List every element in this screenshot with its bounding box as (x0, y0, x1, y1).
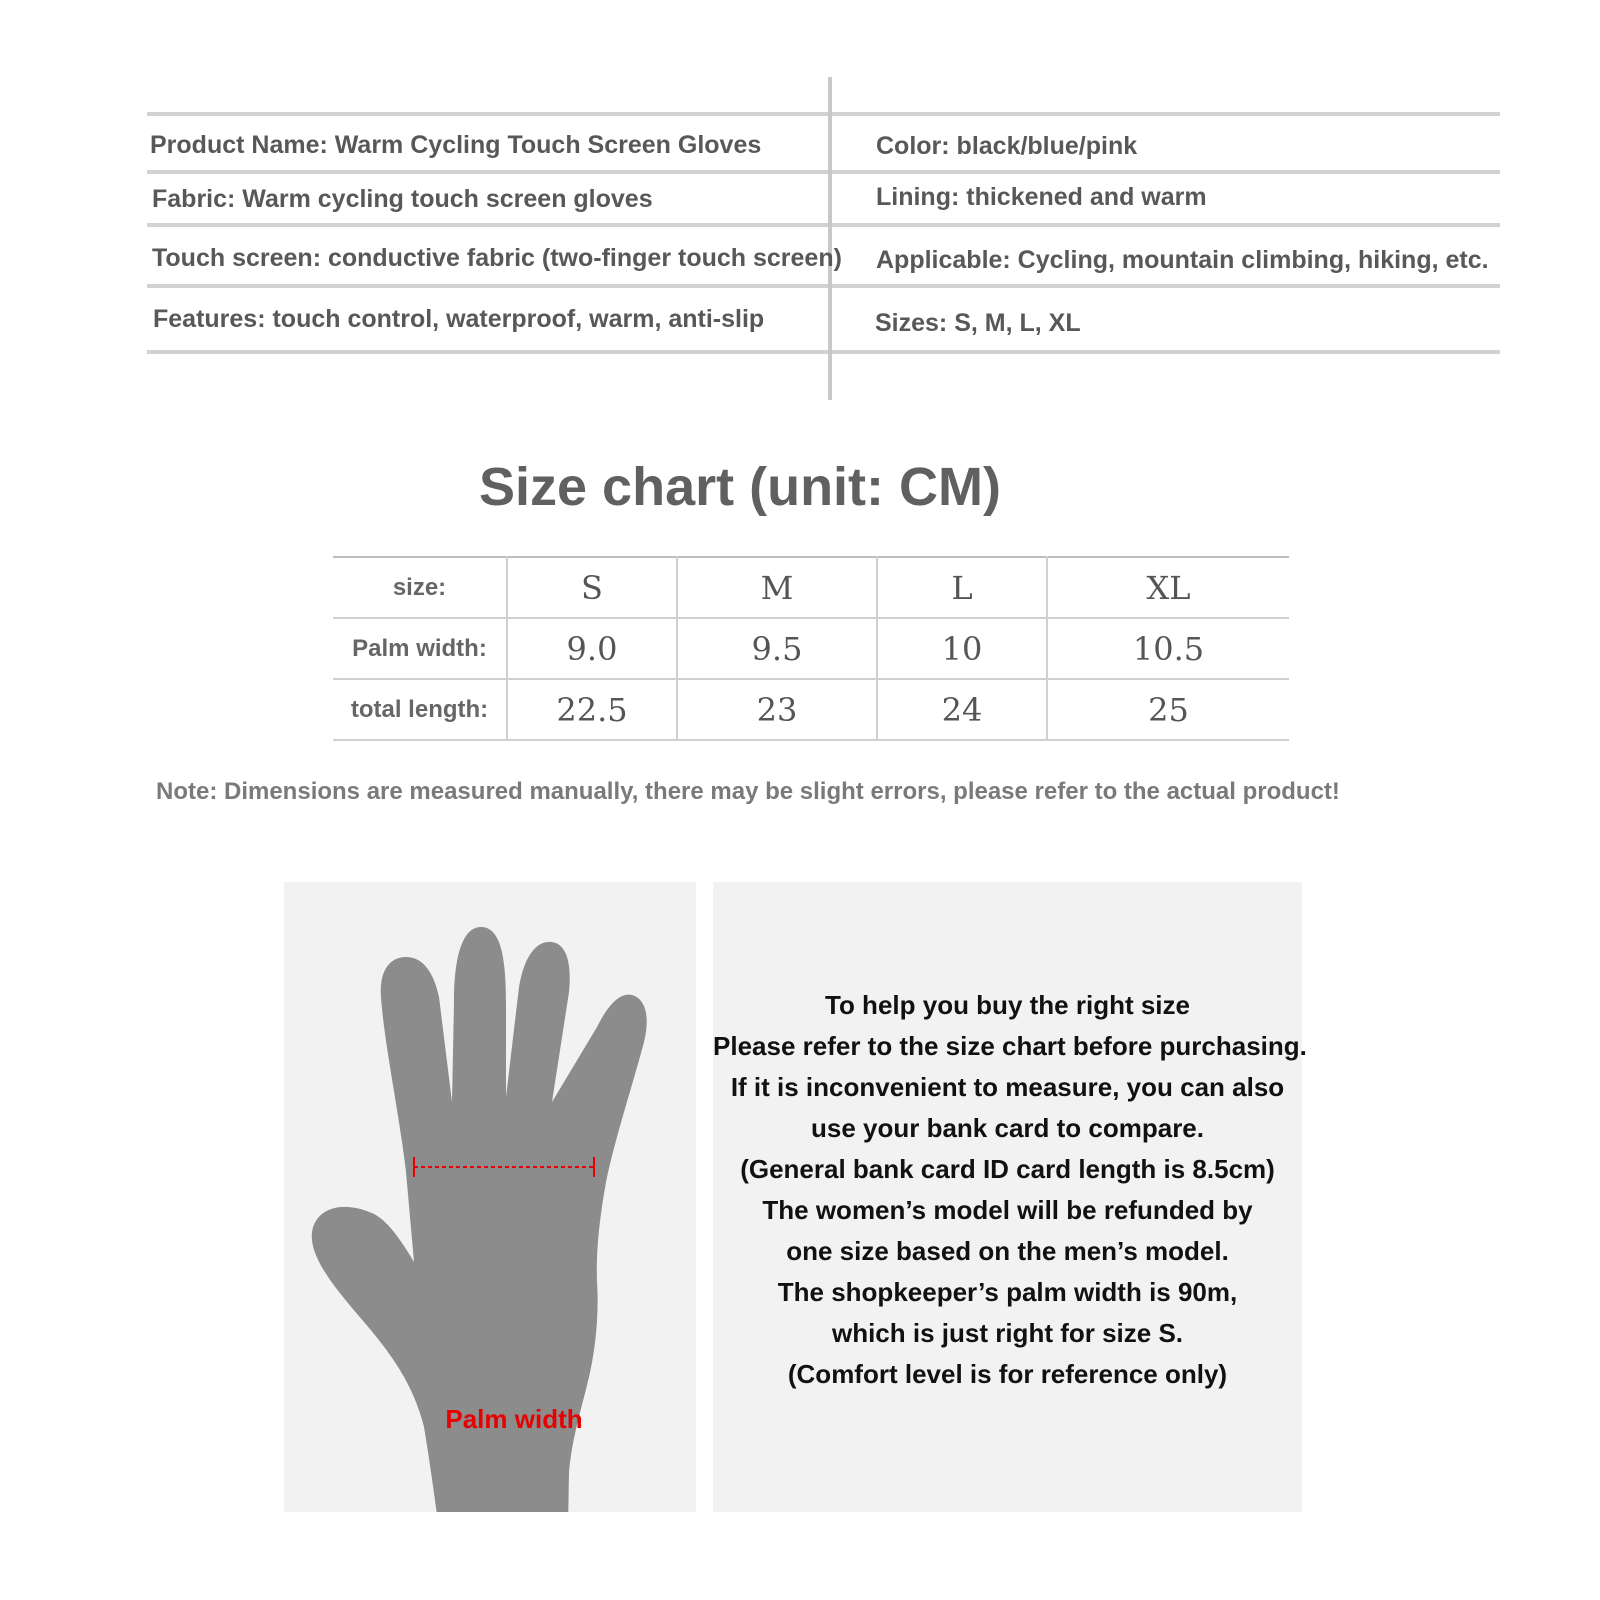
spec-lining: Lining: thickened and warm (876, 183, 1207, 211)
product-specs (0, 0, 1600, 420)
total-length-cell: 22.5 (507, 679, 677, 740)
guide-line: (Comfort level is for reference only) (787, 1359, 1228, 1389)
spec-applicable: Applicable: Cycling, mountain climbing, hiking, etc. (876, 246, 1489, 274)
total-length-cell: 23 (677, 679, 877, 740)
total-length-cell: 25 (1047, 679, 1289, 740)
spec-features: Features: touch control, waterproof, warm, anti-slip (153, 305, 765, 333)
palm-width-cell: 9.5 (677, 618, 877, 679)
row-label: size: (333, 557, 507, 618)
spec-divider (147, 170, 1500, 174)
guide-line: The shopkeeper’s palm width is 90m, (777, 1277, 1238, 1307)
row-label: total length: (333, 679, 507, 740)
spec-divider (147, 284, 1500, 288)
total-length-row (333, 679, 1289, 740)
guide-line: one size based on the men’s model. (786, 1236, 1229, 1266)
spec-touch-screen: Touch screen: conductive fabric (two-finger touch screen) (152, 244, 842, 272)
palm-width-cell: 9.0 (507, 618, 677, 679)
guide-line: (General bank card ID card length is 8.5cm) (740, 1154, 1275, 1184)
spec-color: Color: black/blue/pink (876, 132, 1138, 160)
palm-width-label: Palm width (445, 1404, 583, 1434)
size-cell: M (677, 557, 877, 618)
measurement-note: Note: Dimensions are measured manually, there may be slight errors, please refer to the actual product! (156, 778, 1340, 805)
size-cell: S (507, 557, 677, 618)
guide-line: which is just right for size S. (831, 1318, 1184, 1348)
size-cell: L (877, 557, 1047, 618)
size-cell: XL (1047, 557, 1289, 618)
spec-sizes: Sizes: S, M, L, XL (875, 309, 1081, 337)
spec-fabric: Fabric: Warm cycling touch screen gloves (152, 185, 653, 213)
size-row (333, 557, 1289, 618)
size-chart-title: Size chart (unit: CM) (479, 457, 1001, 517)
palm-width-cell: 10.5 (1047, 618, 1289, 679)
guide-line: To help you buy the right size (825, 990, 1190, 1020)
guide-line: The women’s model will be refunded by (762, 1195, 1253, 1225)
total-length-cell: 24 (877, 679, 1047, 740)
spec-divider (147, 223, 1500, 227)
size-guide-text (713, 985, 1307, 1395)
spec-column-divider (828, 77, 832, 400)
guide-line: Please refer to the size chart before purchasing. (713, 1031, 1307, 1061)
spec-divider (147, 350, 1500, 354)
palm-width-row (333, 618, 1289, 679)
palm-width-cell: 10 (877, 618, 1047, 679)
row-label: Palm width: (333, 618, 507, 679)
spec-divider (147, 112, 1500, 116)
size-chart-table (333, 556, 1289, 741)
guide-line: use your bank card to compare. (810, 1113, 1204, 1143)
spec-product-name: Product Name: Warm Cycling Touch Screen Gloves (150, 131, 762, 159)
guide-line: If it is inconvenient to measure, you can also (730, 1072, 1285, 1102)
